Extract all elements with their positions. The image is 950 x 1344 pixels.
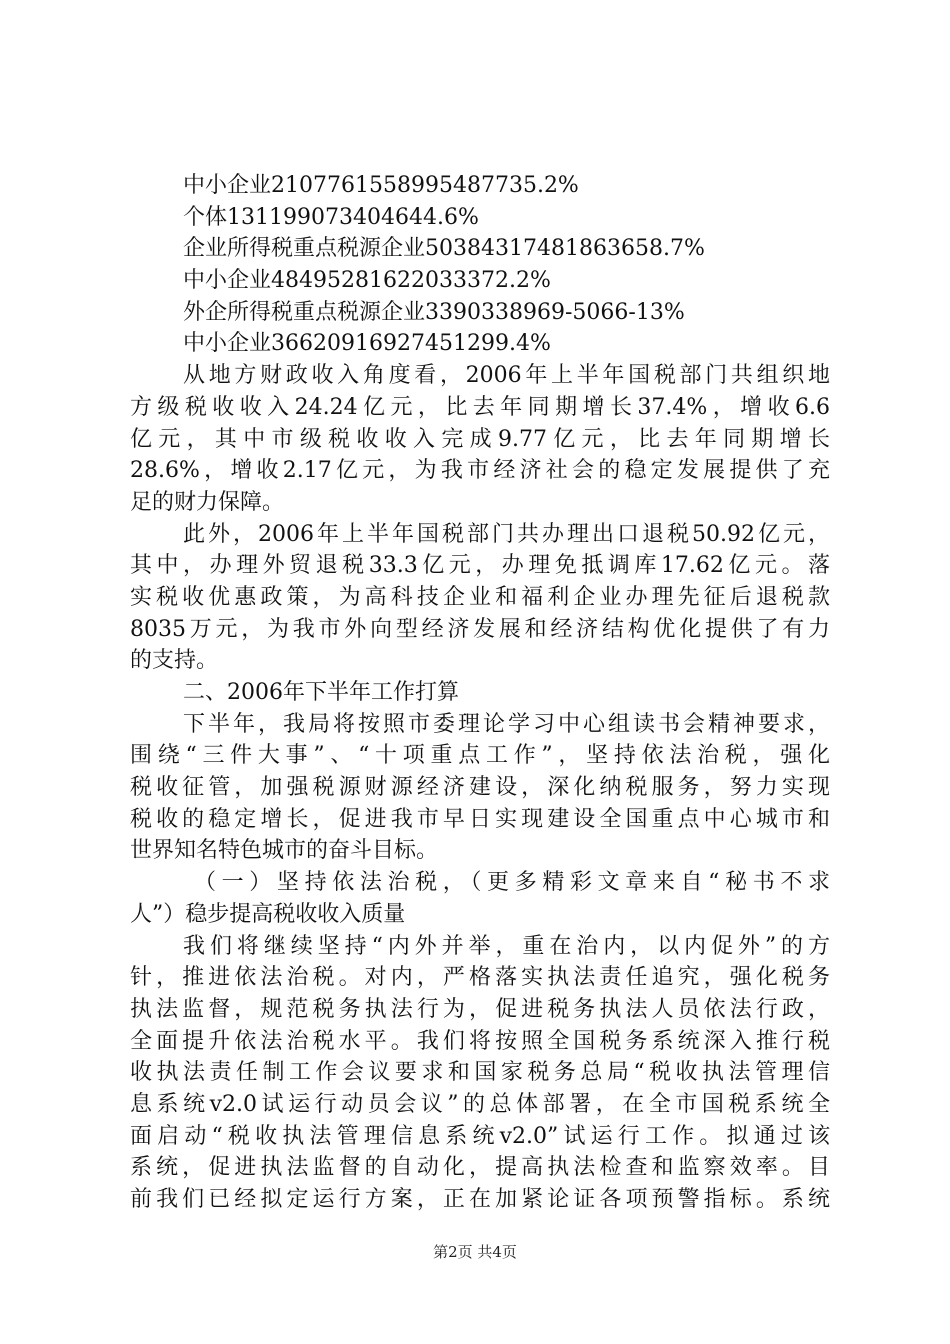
paragraph-line: 此外，2006年上半年国税部门共办理出口退税50.92亿元， (183, 521, 830, 547)
paragraph-line: 其中，办理外贸退税33.3亿元，办理免抵调库17.62亿元。落 (130, 553, 830, 579)
paragraph-line: 的支持。 (130, 648, 219, 674)
text-line: 外企所得税重点税源企业3390338969-5066-13% (183, 299, 685, 325)
paragraph-line: 全面提升依法治税水平。我们将按照全国税务系统深入推行税 (130, 1028, 830, 1054)
subsection-heading: 人”）稳步提高税收收入质量 (130, 901, 406, 927)
paragraph-line: 针，推进依法治税。对内，严格落实执法责任追究，强化税务 (130, 965, 830, 991)
paragraph-line: 系统，促进执法监督的自动化，提高执法检查和监察效率。目 (130, 1155, 830, 1181)
text-line: 中小企业48495281622033372.2% (183, 268, 551, 294)
paragraph-line: 收执法责任制工作会议要求和国家税务总局“税收执法管理信 (130, 1060, 830, 1086)
paragraph-line: 下半年，我局将按照市委理论学习中心组读书会精神要求， (183, 711, 830, 737)
paragraph-line: 8035万元，为我市外向型经济发展和经济结构优化提供了有力 (130, 616, 830, 642)
subsection-heading: （一）坚持依法治税，（更多精彩文章来自“秘书不求 (194, 870, 830, 896)
paragraph-line: 前我们已经拟定运行方案，正在加紧论证各项预警指标。系统 (130, 1187, 830, 1212)
paragraph-line: 围绕“三件大事”、“十项重点工作”，坚持依法治税，强化 (130, 743, 830, 769)
text-line: 企业所得税重点税源企业50384317481863658.7% (183, 236, 705, 262)
paragraph-line: 税收的稳定增长，促进我市早日实现建设全国重点中心城市和 (130, 806, 830, 832)
paragraph-line: 实税收优惠政策，为高科技企业和福利企业办理先征后退税款 (130, 584, 830, 610)
paragraph-line: 从地方财政收入角度看，2006年上半年国税部门共组织地 (183, 363, 830, 389)
paragraph-line: 28.6%，增收2.17亿元，为我市经济社会的稳定发展提供了充 (130, 458, 830, 484)
paragraph-line: 方级税收收入24.24亿元，比去年同期增长37.4%，增收6.6 (130, 394, 830, 420)
paragraph-line: 世界知名特色城市的奋斗目标。 (130, 838, 439, 864)
paragraph-line: 税收征管，加强税源财源经济建设，深化纳税服务，努力实现 (130, 775, 830, 801)
paragraph-line: 息系统v2.0试运行动员会议”的总体部署，在全市国税系统全 (130, 1091, 830, 1117)
page-number-footer: 第2页 共4页 (433, 1243, 517, 1261)
paragraph-line: 亿元，其中市级税收收入完成9.77亿元，比去年同期增长 (130, 426, 830, 452)
paragraph-line: 执法监督，规范税务执法行为，促进税务执法人员依法行政， (130, 996, 830, 1022)
text-line: 中小企业36620916927451299.4% (183, 331, 551, 357)
text-line: 中小企业2107761558995487735.2% (183, 173, 579, 198)
section-heading: 二、2006年下半年工作打算 (183, 680, 459, 705)
paragraph-line: 我们将继续坚持“内外并举，重在治内，以内促外”的方 (183, 933, 830, 959)
document-body (130, 170, 830, 1216)
paragraph-line: 面启动“税收执法管理信息系统v2.0”试运行工作。拟通过该 (130, 1123, 830, 1149)
text-line: 个体131199073404644.6% (183, 204, 479, 230)
paragraph-line: 足的财力保障。 (130, 489, 285, 515)
